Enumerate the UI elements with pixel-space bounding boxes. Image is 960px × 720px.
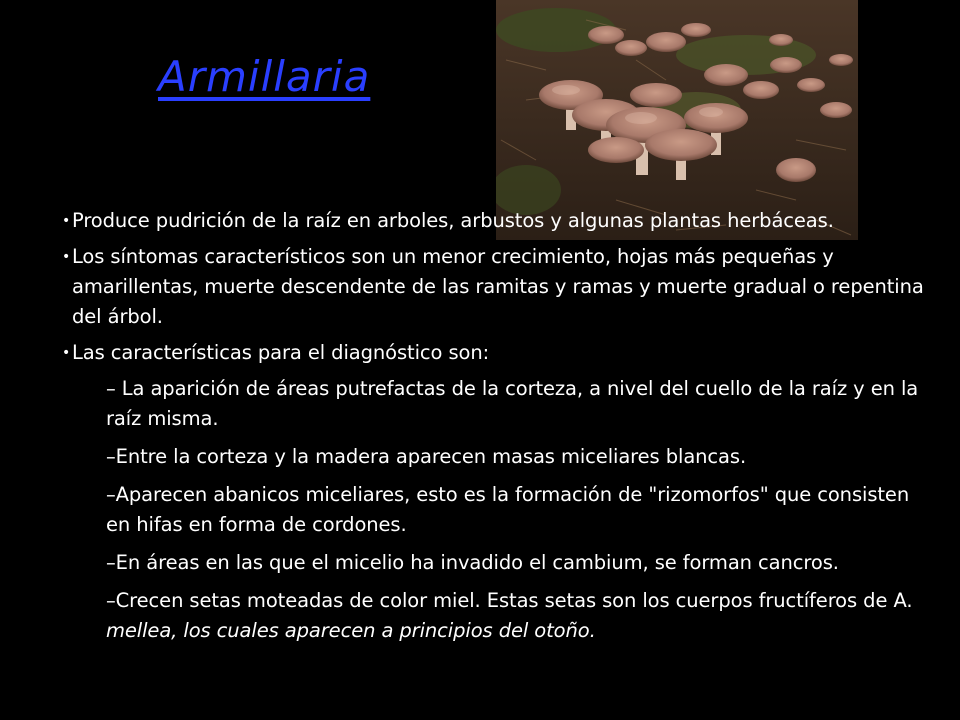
sub-item-text: –Crecen setas moteadas de color miel. Estas setas son los cuerpos fructíferos de A.: [106, 589, 913, 612]
slide-title-link[interactable]: Armillaria: [158, 52, 371, 101]
sub-item-italic-text: mellea, los cuales aparecen a principios del otoño.: [106, 619, 596, 642]
sub-item: –Aparecen abanicos miceliares, esto es la formación de "rizomorfos" que consisten en hifas en forma de cordones.: [106, 483, 910, 536]
sub-item: [106, 586, 932, 646]
mushroom-photo: [496, 0, 858, 240]
sub-item: –En áreas en las que el micelio ha invadido el cambium, se forman cancros.: [106, 551, 839, 574]
sub-item: – La aparición de áreas putrefactas de la corteza, a nivel del cuello de la raíz y en la raíz misma.: [106, 377, 919, 430]
mushroom-cluster-icon: [496, 0, 858, 240]
sub-item: –Entre la corteza y la madera aparecen masas miceliares blancas.: [106, 445, 747, 468]
bullet-item: • Produce pudrición de la raíz en arboles, arbustos y algunas plantas herbáceas.: [62, 206, 932, 236]
bullet-item: • Las características para el diagnóstico son:: [62, 338, 932, 368]
body-text: [62, 206, 932, 654]
bullet-item: • Los síntomas característicos son un menor crecimiento, hojas más pequeñas y amarillentas, muerte descendente de las ramitas y ramas y muerte gradual o repentina del árbol.: [62, 242, 932, 332]
